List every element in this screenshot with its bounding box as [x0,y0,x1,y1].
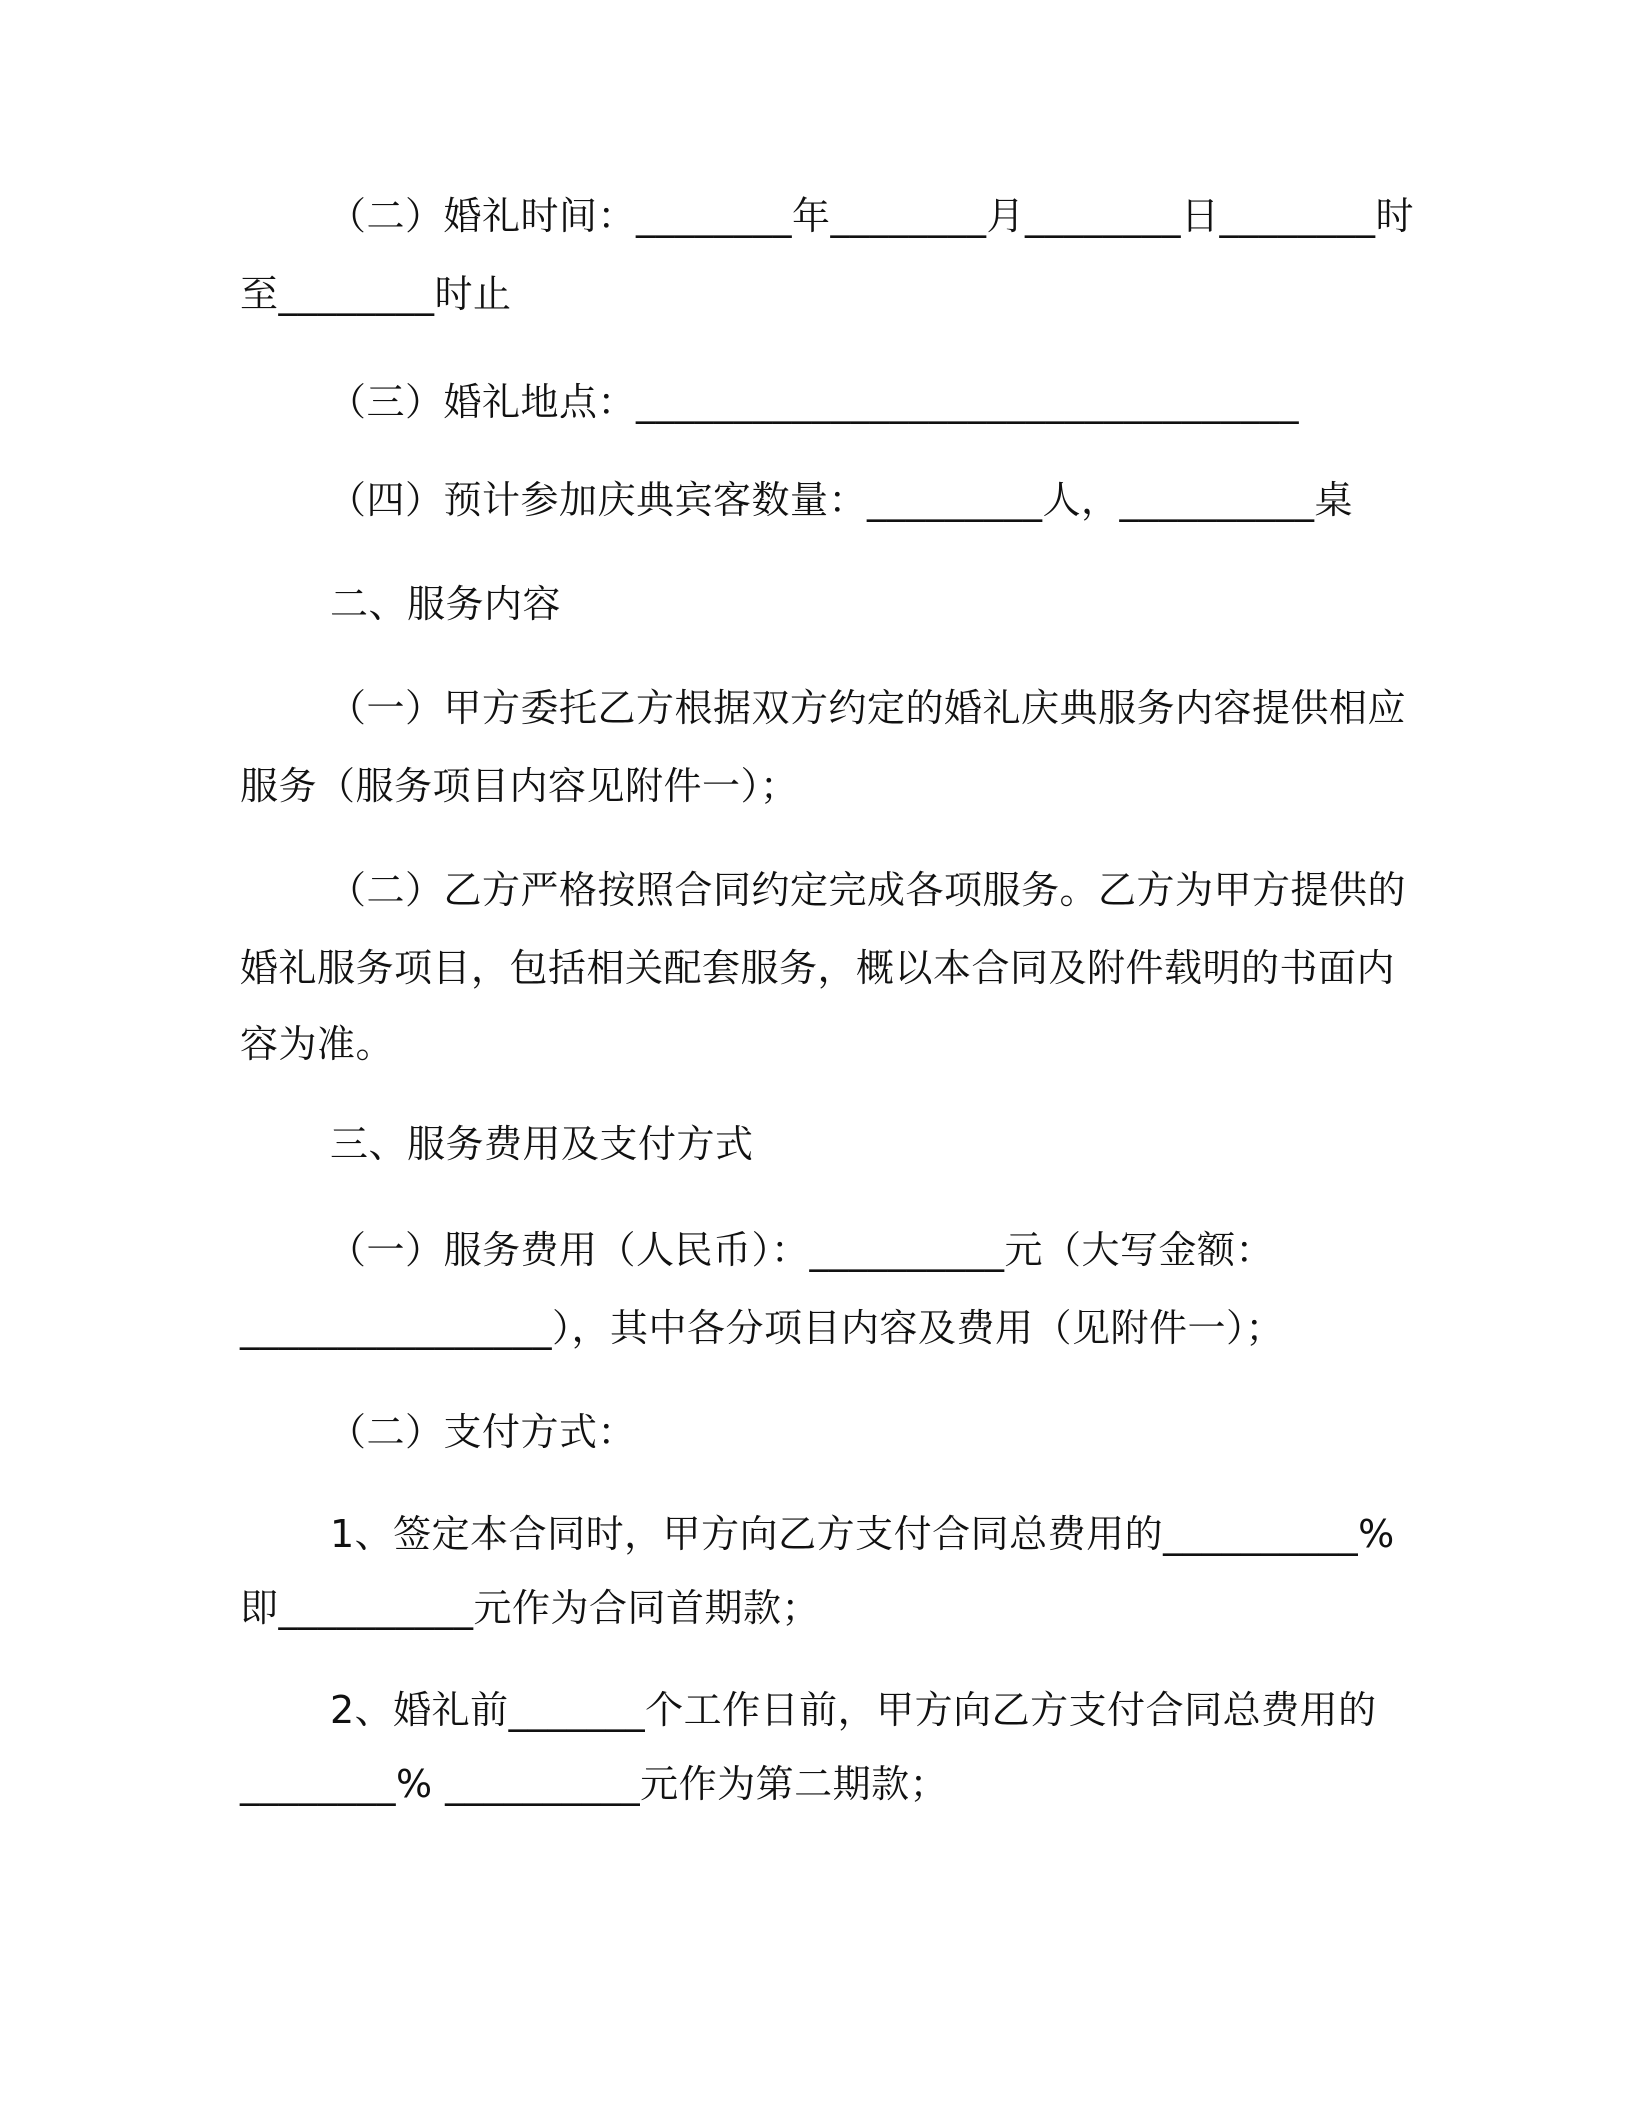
service-content-item-2-line-2: 婚礼服务项目，包括相关配套服务，概以本合同及附件载明的书面内 [240,946,1396,990]
payment-step-1-line-1: 1、签定本合同时，甲方向乙方支付合同总费用的__________% [330,1512,1395,1556]
service-content-item-1-line-2: 服务（服务项目内容见附件一）； [240,764,799,808]
section-heading-fees-payment: 三、服务费用及支付方式 [330,1122,754,1166]
service-fee-line-2: ________________），其中各分项目内容及费用（见附件一）； [240,1306,1285,1350]
payment-step-2-line-1: 2、婚礼前_______个工作日前，甲方向乙方支付合同总费用的 [330,1688,1377,1732]
payment-step-2-line-2: ________% __________元作为第二期款； [240,1762,949,1806]
service-content-item-1-line-1: （一）甲方委托乙方根据双方约定的婚礼庆典服务内容提供相应 [328,686,1407,730]
payment-method-heading: （二）支付方式： [328,1410,637,1454]
wedding-time-end-line: 至________时止 [240,272,512,316]
service-content-item-2-line-1: （二）乙方严格按照合同约定完成各项服务。乙方为甲方提供的 [328,868,1407,912]
payment-step-1-line-2: 即__________元作为合同首期款； [240,1586,821,1630]
guest-count-line: （四）预计参加庆典宾客数量：_________人，__________桌 [328,478,1354,522]
wedding-time-line: （二）婚礼时间：________年________月________日________时 [328,194,1415,238]
section-heading-service-content: 二、服务内容 [330,582,562,626]
service-content-item-2-line-3: 容为准。 [240,1022,395,1066]
service-fee-line-1: （一）服务费用（人民币）：__________元（大写金额： [328,1228,1275,1272]
wedding-venue-line: （三）婚礼地点：__________________________________ [328,380,1300,424]
